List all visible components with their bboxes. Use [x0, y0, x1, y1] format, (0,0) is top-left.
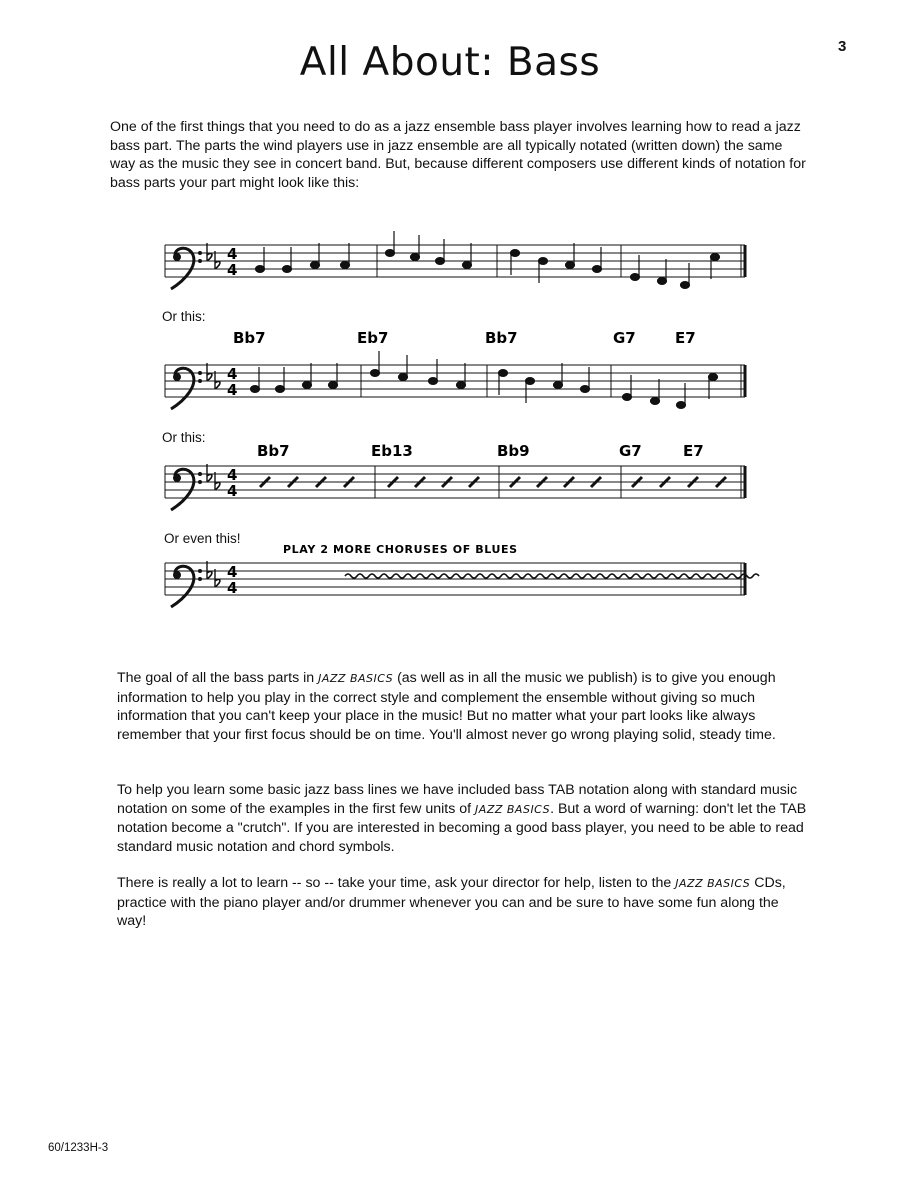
- wavy-line: [345, 574, 759, 578]
- staff-example-3: [165, 442, 745, 510]
- footer-code: 60/1233H-3: [48, 1142, 109, 1154]
- brand-jazz-basics: JAZZ BASICS: [475, 802, 551, 816]
- time-sig-bottom: 4: [227, 261, 238, 279]
- intro-paragraph: One of the first things that you need to do as a jazz ensemble bass player involves learning how to read a jazz bass part. The parts the wind players use in jazz ensemble are all typically notated (written down) the same way as the music they see in concert band. But, because different composers use different kinds of notation for bass parts your part might look like this:: [110, 119, 806, 191]
- staff-example-1: [165, 231, 745, 289]
- label-or-this-1: Or this:: [162, 309, 206, 324]
- body-paragraph-1: The goal of all the bass parts in JAZZ BASICS (as well as in all the music we publish) is to give you enough information to help you play in the correct style and complement the ensemble without giving so much information that you can't keep your place in the music! But no matter what your part looks like always remember that your first focus should be on time. You'll almost never go wrong playing solid, steady time.: [117, 670, 776, 743]
- time-sig-top: 4: [227, 466, 238, 484]
- chord-symbol: G7: [613, 329, 636, 347]
- body-paragraph-3: There is really a lot to learn -- so -- take your time, ask your director for help, listen to the JAZZ BASICS CDs, practice with the piano player and/or drummer whenever you can and be sure to have some fun along the way!: [117, 875, 786, 929]
- chord-symbol: Bb9: [497, 442, 530, 460]
- brand-jazz-basics: JAZZ BASICS: [318, 672, 394, 685]
- chord-symbol: E7: [675, 329, 696, 347]
- time-sig-bottom: 4: [227, 381, 238, 399]
- time-sig-bottom: 4: [227, 579, 238, 597]
- chord-symbol: Bb7: [233, 329, 266, 347]
- brand-jazz-basics: JAZZ BASICS: [675, 877, 751, 890]
- chord-symbol: Eb7: [357, 329, 389, 347]
- direction-text: PLAY 2 MORE CHORUSES OF BLUES: [283, 543, 518, 556]
- chord-symbol: Bb7: [485, 329, 518, 347]
- time-sig-top: 4: [227, 245, 238, 263]
- chord-symbol: G7: [619, 442, 642, 460]
- time-sig-bottom: 4: [227, 482, 238, 500]
- page-number: 3: [838, 38, 847, 55]
- time-sig-top: 4: [227, 563, 238, 581]
- body-paragraph-2: To help you learn some basic jazz bass lines we have included bass TAB notation along with standard music notation on some of the examples in the first few units of JAZZ BASICS. But a word of warning: don't let the TAB notation become a "crutch". If you are interested in becoming a good bass player, you need to be able to read standard music notation and chord symbols.: [117, 782, 807, 855]
- staff-example-4: [165, 543, 759, 607]
- chord-symbol: Bb7: [257, 442, 290, 460]
- time-sig-top: 4: [227, 365, 238, 383]
- label-or-this-2: Or this:: [162, 430, 206, 445]
- staff-example-2: [165, 329, 745, 409]
- chord-symbol: Eb13: [371, 442, 413, 460]
- page-title: All About: Bass: [299, 40, 601, 85]
- chord-symbol: E7: [683, 442, 704, 460]
- label-or-even-this: Or even this!: [164, 531, 241, 546]
